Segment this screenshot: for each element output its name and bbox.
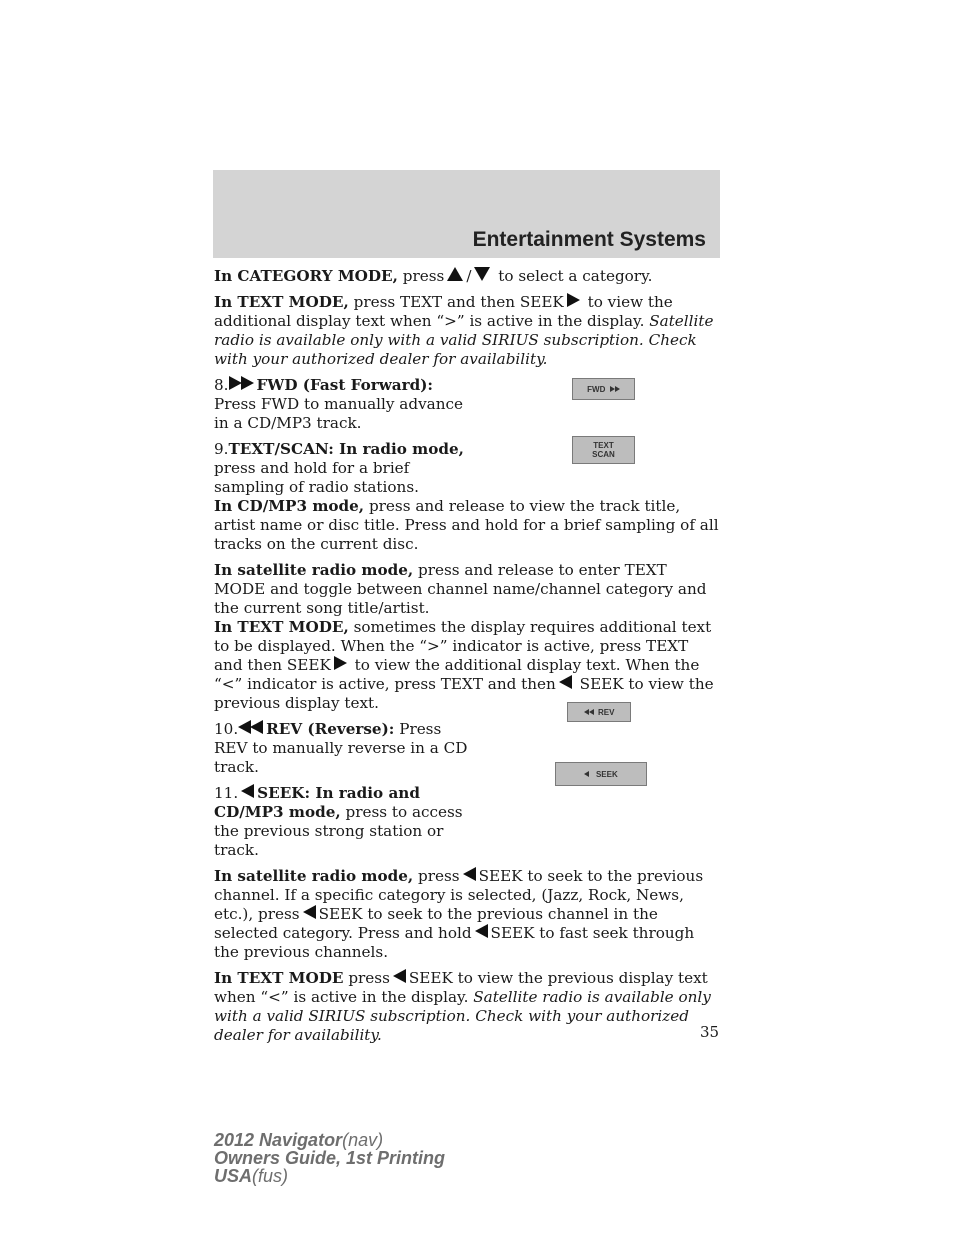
- fast-forward-icon: [229, 376, 253, 395]
- item-seek: 11. SEEK: In radio and CD/MP3 mode, press to access the previous strong station or track.: [214, 784, 463, 859]
- satellite-seek-paragraph: In satellite radio mode, press SEEK to seek to the previous channel. If a specific category is selected, (Jazz, Rock, News, etc.), press SEEK to seek to the previous channel in the selected category. Press and hold SEEK to fast seek through the previous channels.: [214, 867, 704, 961]
- seek-back-icon: [475, 924, 488, 938]
- section-header-band: [213, 170, 720, 258]
- seek-button-illustration: SEEK: [555, 762, 647, 786]
- category-mode-paragraph: In CATEGORY MODE, press / to select a category.: [214, 267, 653, 285]
- rewind-icon: [238, 720, 262, 739]
- satellite-mode-paragraph: In satellite radio mode, press and release to enter TEXT MODE and toggle between channel name/channel category and the current song title/artist.: [214, 561, 707, 617]
- down-arrow-icon: [474, 267, 490, 281]
- seek-back-icon: [463, 867, 476, 881]
- text-scan-button-illustration: TEXT SCAN: [572, 436, 635, 464]
- section-title: Entertainment Systems: [472, 228, 706, 251]
- item-text-scan: 9.TEXT/SCAN: In radio mode, press and hold for a brief sampling of radio stations.: [214, 440, 464, 496]
- fwd-button-illustration: FWD: [572, 378, 635, 400]
- page-number: 35: [700, 1023, 720, 1041]
- up-arrow-icon: [447, 267, 463, 281]
- cd-mp3-mode-paragraph: In CD/MP3 mode, press and release to view the track title, artist name or disc title. Press and hold for a brief sampling of all tracks on the current disc.: [214, 497, 719, 553]
- rev-button-illustration: REV: [567, 702, 631, 722]
- seek-back-icon: [393, 969, 406, 983]
- page-content: [214, 267, 720, 1045]
- seek-forward-icon: [334, 656, 347, 670]
- seek-back-icon: [559, 675, 572, 689]
- seek-forward-icon: [567, 293, 580, 307]
- seek-back-icon: [584, 771, 589, 777]
- item-rev: 10. REV (Reverse): Press REV to manually reverse in a CD track.: [214, 720, 468, 776]
- print-footer: 2012 Navigator(nav) Owners Guide, 1st Printing USA(fus): [214, 1130, 446, 1186]
- seek-back-icon: [241, 784, 254, 798]
- item-fwd: 8. FWD (Fast Forward): Press FWD to manually advance in a CD/MP3 track.: [214, 376, 463, 432]
- seek-back-icon: [303, 905, 316, 919]
- text-mode-seek-paragraph: In TEXT MODE press SEEK to view the previous display text when “<” is active in the display. Satellite radio is available only with a valid SIRIUS subscription. Check with your authorized dealer for availability.: [214, 969, 711, 1044]
- text-mode-paragraph: In TEXT MODE, press TEXT and then SEEK to view the additional display text when “>” is active in the display. Satellite radio is available only with a valid SIRIUS subscription. Check with your authorized dealer for availability.: [214, 293, 714, 368]
- text-mode-indicator-paragraph: In TEXT MODE, sometimes the display requires additional text to be displayed. When the “>” indicator is active, press TEXT and then SEEK to view the additional display text. When the “<” indicator is active, press TEXT and then SEEK to view the previous display text.: [214, 618, 714, 712]
